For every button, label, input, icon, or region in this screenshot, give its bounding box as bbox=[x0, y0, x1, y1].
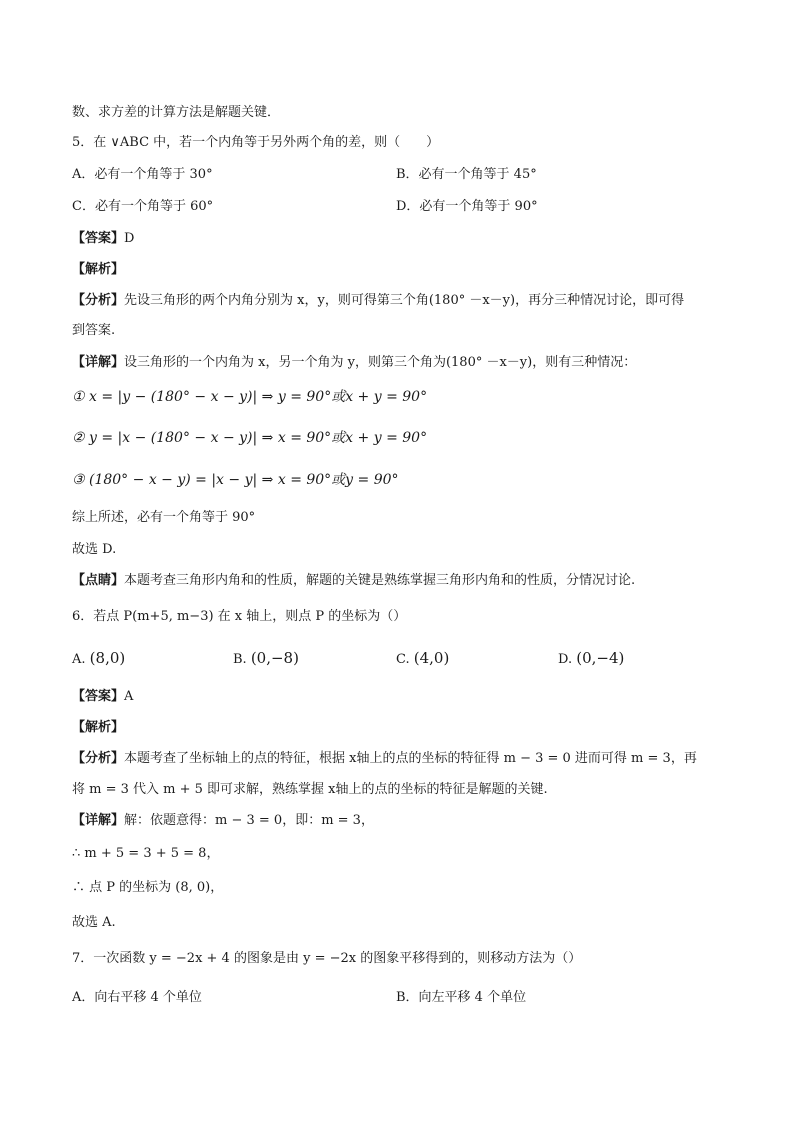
q5-option-c: C．必有一个角等于 60° bbox=[72, 199, 214, 214]
q7-stem: 7．一次函数 y = −2x + 4 的图象是由 y = −2x 的图象平移得到的，则移动方法为（） bbox=[72, 951, 582, 966]
q5-dianjing-text: 本题考查三角形内角和的性质，解题的关键是熟练掌握三角形内角和的性质，分情况讨论. bbox=[124, 573, 636, 588]
q5-fenxi-line2: 到答案. bbox=[72, 323, 116, 338]
q5-xiangjie-line bbox=[72, 354, 636, 372]
q6-option-b-value: (0,−8) bbox=[250, 649, 299, 667]
q5-answer: D bbox=[124, 231, 135, 246]
q5-fenxi-text1: 先设三角形的两个内角分别为 x，y，则可得第三个角(180° －x－y)，再分三种情况讨论，即可得 bbox=[124, 293, 685, 308]
q5-analysis-tag: 【解析】 bbox=[72, 262, 125, 277]
q6-fenxi-line2: 将 m = 3 代入 m + 5 即可求解，熟练掌握 x轴上的点的坐标的特征是解题的关键. bbox=[72, 782, 548, 797]
q5-fenxi-tag: 【分析】 bbox=[72, 293, 125, 308]
q5-option-d: D．必有一个角等于 90° bbox=[396, 199, 538, 214]
q6-option-b bbox=[233, 649, 299, 669]
q6-option-d-letter: D. bbox=[558, 652, 573, 667]
q6-xiangjie-text: 解：依题意得：m − 3 = 0，即：m = 3， bbox=[124, 813, 374, 828]
q6-choose: 故选 A. bbox=[72, 915, 116, 930]
q6-step-1: ∴ m + 5 = 3 + 5 = 8， bbox=[72, 846, 220, 861]
q5-case-2: ② y = |x − (180° − x − y)| ⇒ x = 90°或x + y = 90° bbox=[72, 430, 428, 446]
q5-option-a: A．必有一个角等于 30° bbox=[72, 167, 213, 182]
q6-option-a-letter: A. bbox=[72, 652, 86, 667]
continuation-line: 数、求方差的计算方法是解题关键． bbox=[72, 105, 281, 120]
q6-answer-tag: 【答案】 bbox=[72, 689, 125, 704]
q6-analysis-tag: 【解析】 bbox=[72, 720, 125, 735]
q6-option-a-value: (8,0) bbox=[89, 649, 126, 667]
q5-choose: 故选 D. bbox=[72, 542, 117, 557]
q6-option-c bbox=[396, 649, 449, 669]
q6-fenxi-tag: 【分析】 bbox=[72, 751, 125, 766]
q5-summary: 综上所述，必有一个角等于 90° bbox=[72, 510, 256, 525]
q5-option-b: B．必有一个角等于 45° bbox=[396, 167, 537, 182]
q5-dianjing-line bbox=[72, 572, 635, 590]
q5-xiangjie-text: 设三角形的一个内角为 x，另一个角为 y，则第三个角为(180° －x－y)，则有三种情况： bbox=[124, 355, 637, 370]
q6-xiangjie-tag: 【详解】 bbox=[72, 813, 125, 828]
q6-xiangjie-line bbox=[72, 812, 374, 830]
q6-answer-line bbox=[72, 688, 133, 706]
q6-option-d bbox=[558, 649, 624, 669]
q5-case-3: ③ (180° − x − y) = |x − y| ⇒ x = 90°或y = 90° bbox=[72, 472, 399, 488]
q6-option-b-letter: B. bbox=[233, 652, 247, 667]
q6-option-c-letter: C. bbox=[396, 652, 410, 667]
q6-fenxi-line1 bbox=[72, 750, 697, 768]
q6-stem: 6．若点 P(m+5, m−3) 在 x 轴上，则点 P 的坐标为（） bbox=[72, 609, 407, 624]
q5-case-1: ① x = |y − (180° − x − y)| ⇒ y = 90°或x + y = 90° bbox=[72, 389, 428, 405]
q6-fenxi-text1: 本题考查了坐标轴上的点的特征，根据 x轴上的点的坐标的特征得 m − 3 = 0 进而可得 m = 3，再 bbox=[124, 751, 697, 766]
q5-xiangjie-tag: 【详解】 bbox=[72, 355, 125, 370]
q7-option-a: A．向右平移 4 个单位 bbox=[72, 990, 202, 1005]
q6-option-a bbox=[72, 649, 125, 669]
q6-step-2: ∴ 点 P 的坐标为 (8, 0)， bbox=[72, 880, 224, 895]
q5-fenxi-line1 bbox=[72, 292, 684, 310]
q5-dianjing-tag: 【点睛】 bbox=[72, 573, 125, 588]
q6-option-c-value: (4,0) bbox=[413, 649, 450, 667]
q6-answer: A bbox=[124, 689, 134, 704]
q6-option-d-value: (0,−4) bbox=[576, 649, 625, 667]
q7-option-b: B．向左平移 4 个单位 bbox=[396, 990, 527, 1005]
q5-answer-line bbox=[72, 230, 134, 248]
q5-answer-tag: 【答案】 bbox=[72, 231, 125, 246]
q5-stem: 5．在 ∨ABC 中，若一个内角等于另外两个角的差，则（ ） bbox=[72, 135, 440, 150]
